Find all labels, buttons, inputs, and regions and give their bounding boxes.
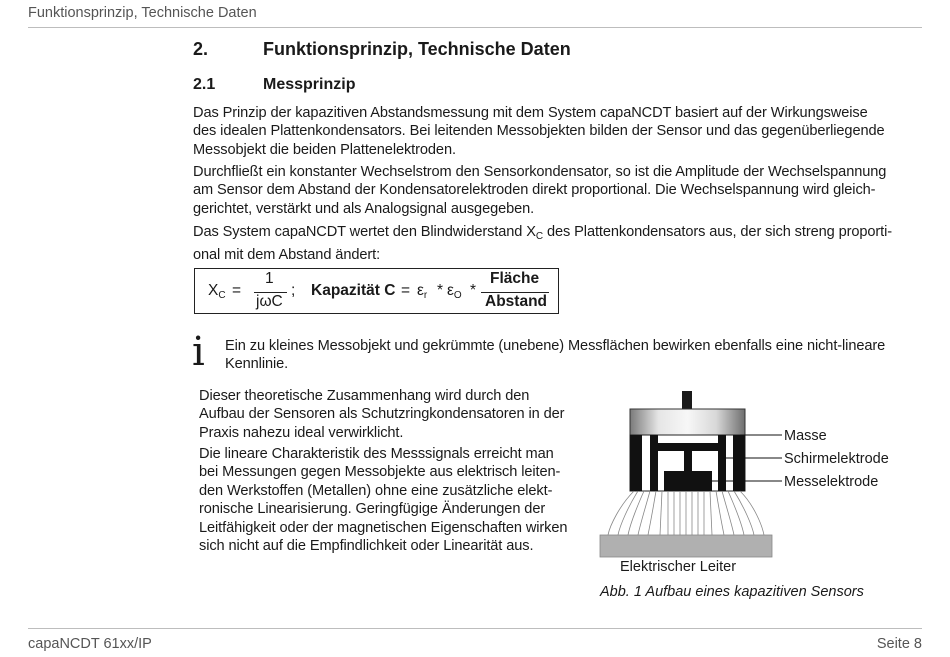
formula-eps-r <box>417 282 427 301</box>
fraction-numerator: Fläche <box>490 270 540 287</box>
fraction-numerator: 1 <box>265 270 274 287</box>
fraction-denominator: Abstand <box>485 293 547 310</box>
subsection-number: 2.1 <box>193 76 216 93</box>
text-line: des idealen Plattenkondensators. Bei leitenden Messobjekten bilden der Sensor und das gegenüberliegende <box>193 123 885 140</box>
paragraph-3 <box>193 223 928 265</box>
xc-subscript: C <box>218 290 226 301</box>
sensor-housing-top <box>630 409 745 435</box>
measuring-electrode <box>664 471 712 491</box>
info-icon: i <box>192 329 205 375</box>
section-number: 2. <box>193 39 209 59</box>
header-rule <box>28 27 922 28</box>
formula-eq2: = <box>401 282 411 299</box>
text-line: Dieser theoretische Zusammenhang wird durch den <box>199 388 530 404</box>
text-line: Praxis nahezu ideal verwirklicht. <box>199 424 404 441</box>
paragraph-5 <box>199 445 594 555</box>
text-line: Durchfließt ein konstanter Wechselstrom den Sensorkondensator, so ist die Amplitude der Wechselspannung <box>193 164 887 180</box>
page-number: Seite 8 <box>876 636 922 652</box>
text-line: am Sensor dem Abstand der Kondensatorelektroden direkt proportional. Die Wechselspannung wird gleich- <box>193 182 876 199</box>
text-line: ronische Linearisierung. Geringfügige Änderungen der <box>199 501 546 518</box>
text-line <box>193 223 928 246</box>
running-header: Funktionsprinzip, Technische Daten <box>28 5 257 21</box>
text-line: bei Messungen gegen Messobjekte aus elektrisch leiten- <box>199 464 561 481</box>
text-line: sich nicht auf die Empfindlichkeit oder Linearität aus. <box>199 538 534 555</box>
footer-product: capaNCDT 61xx/IP <box>28 636 152 652</box>
text-line: Leitfähigkeit oder der magnetischen Eigenschaften wirken <box>199 519 568 536</box>
formula-eps-0 <box>447 282 462 301</box>
text-line: onal mit dem Abstand ändert: <box>193 247 381 264</box>
label-elektrischer-leiter: Elektrischer Leiter <box>620 559 737 575</box>
paragraph-4 <box>199 387 594 442</box>
eps0-subscript: O <box>453 290 462 301</box>
text-line: Ein zu kleines Messobjekt und gekrümmte (unebene) Messflächen bewirken ebenfalls eine nicht-lineare <box>225 338 886 354</box>
field-lines <box>608 491 764 535</box>
formula-star1: * <box>437 282 444 299</box>
text-line: Aufbau der Sensoren als Schutzringkondensatoren in der <box>199 406 565 423</box>
formula-star2: * <box>470 282 477 299</box>
formula-box <box>194 268 559 314</box>
text-run: Das System capaNCDT wertet den Blindwiderstand X <box>193 224 536 240</box>
subscript: C <box>535 231 544 242</box>
subsection-title: Messprinzip <box>263 76 356 93</box>
formula-separator: ; <box>291 282 296 299</box>
label-masse: Masse <box>784 428 827 444</box>
footer-rule <box>28 628 922 629</box>
figure-caption: Abb. 1 Aufbau eines kapazitiven Sensors <box>600 584 864 600</box>
sensor-diagram <box>590 385 790 560</box>
text-run: des Plattenkondensators aus, der sich streng proporti- <box>543 224 893 240</box>
text-line: den Werkstoffen (Metallen) ohne eine zusätzliche elekt- <box>199 482 553 499</box>
info-note <box>225 337 925 374</box>
text-line: Messobjekt die beiden Plattenelektroden. <box>193 141 456 158</box>
formula-eq1: = <box>232 282 242 299</box>
formula-xc <box>208 282 226 301</box>
text-line: Kennlinie. <box>225 356 289 373</box>
text-line: Das Prinzip der kapazitiven Abstandsmessung mit dem System capaNCDT basiert auf der Wirkungsweise <box>193 105 868 121</box>
connector-pin <box>682 391 692 409</box>
fraction-denominator: jωC <box>256 293 283 310</box>
eps-symbol: ε <box>417 282 424 299</box>
conductor-plate <box>600 535 772 557</box>
paragraph-2 <box>193 163 928 218</box>
paragraph-1 <box>193 104 928 159</box>
text-line: Die lineare Charakteristik des Messsignals erreicht man <box>199 446 554 462</box>
capacity-label: Kapazität C <box>311 282 396 299</box>
xc-symbol: X <box>208 282 219 299</box>
section-title: Funktionsprinzip, Technische Daten <box>263 39 571 59</box>
label-messelektrode: Messelektrode <box>784 474 879 490</box>
eps0-symbol: ε <box>447 282 454 299</box>
electrode-stem <box>684 451 692 471</box>
text-line: gerichtet, verstärkt und als Analogsignal ausgegeben. <box>193 200 535 217</box>
label-schirmelektrode: Schirmelektrode <box>784 451 889 467</box>
eps-r-subscript: r <box>423 290 428 301</box>
